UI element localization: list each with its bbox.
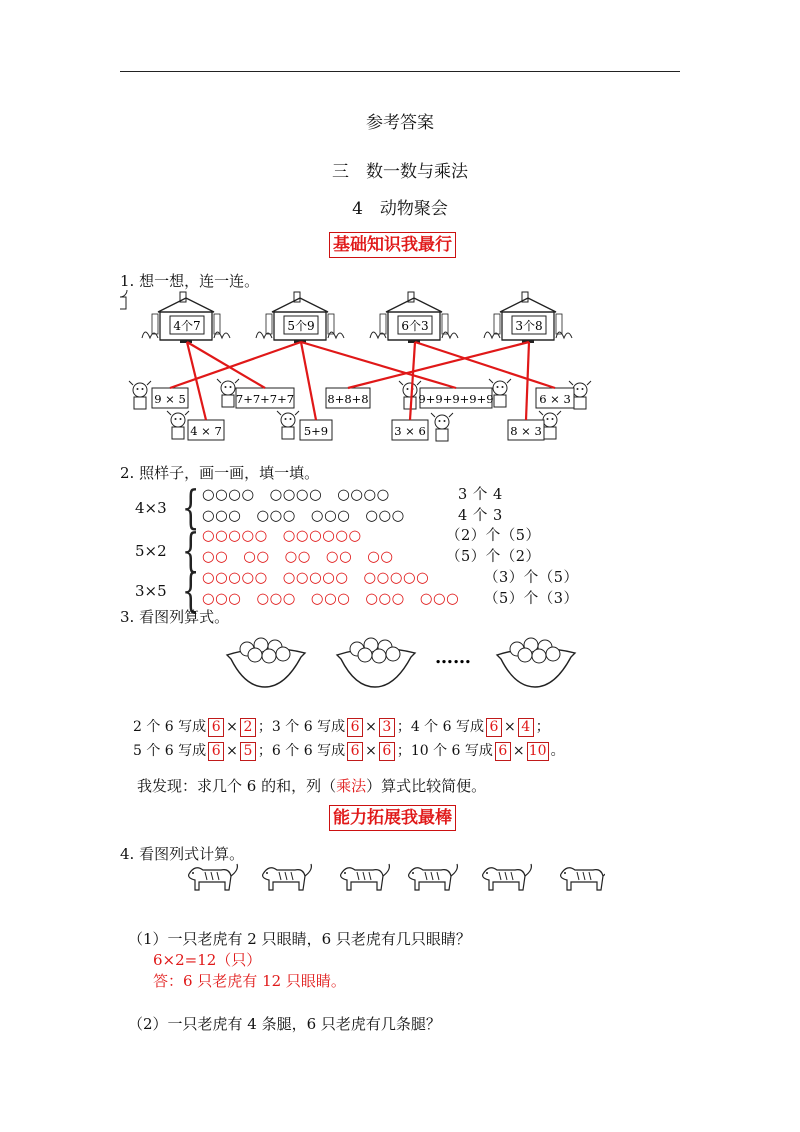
answer-box: 6 [208, 718, 224, 737]
brace: { [181, 563, 200, 617]
row-answer: （3）个（5） [484, 570, 579, 586]
eq-prefix: 2 个 6 写成 [133, 719, 207, 735]
chapter-title: 三 数一数与乘法 [332, 162, 468, 182]
q1-matching-diagram [120, 290, 600, 450]
card-bottom: 3 × 6 [394, 424, 426, 438]
eq-prefix: 10 个 6 写成 [410, 743, 493, 759]
circle-row: ○○○○○ ○○○○○ ○○○○○ [202, 570, 430, 586]
separator: ； [257, 743, 272, 759]
q1-title: 1. 想一想，连一连。 [120, 272, 260, 290]
discovery-answer: 乘法 [336, 777, 367, 795]
group-label: 5×2 [135, 542, 167, 560]
answer-box: 5 [240, 742, 256, 761]
separator: ； [257, 719, 272, 735]
q4-part1-calc: 6×2=12（只） [153, 951, 262, 969]
basket-icon [337, 638, 415, 687]
lesson-title: 4 动物聚会 [352, 199, 448, 219]
answer-box: 6 [347, 742, 363, 761]
answer-box: 6 [486, 718, 502, 737]
q4-title: 4. 看图列式计算。 [120, 845, 245, 863]
basket-icon [497, 638, 575, 687]
separator: ； [396, 743, 411, 759]
times-sign: × [503, 719, 516, 735]
times-sign: × [365, 743, 377, 759]
card-bottom: 4 × 7 [190, 424, 222, 438]
cow-icon [277, 411, 299, 439]
group-label: 3×5 [135, 582, 167, 600]
apple-baskets [225, 625, 585, 695]
times-sign: × [226, 719, 238, 735]
separator: ； [535, 719, 550, 735]
answer-box: 6 [495, 742, 511, 761]
row-answer: （5）个（2） [446, 549, 541, 565]
answer-box: 6 [379, 742, 395, 761]
top-rule [120, 71, 680, 72]
tiger-row [185, 860, 605, 900]
tiger-icon [409, 864, 458, 890]
discovery-sentence [137, 775, 486, 796]
cow-icon [120, 290, 131, 309]
circle-row: ○○○ ○○○ ○○○ ○○○ [202, 508, 405, 524]
cow-icon [167, 411, 189, 439]
brace: { [181, 523, 200, 577]
cow-icon [129, 381, 151, 409]
cow-icon [431, 413, 453, 441]
eq-prefix: 3 个 6 写成 [271, 719, 346, 735]
eq-prefix: 5 个 6 写成 [133, 743, 207, 759]
section-banner-advanced: 能力拓展我最棒 [329, 805, 456, 831]
answer-box: 6 [208, 742, 224, 761]
eq-prefix: 4 个 6 写成 [410, 719, 484, 735]
page-title: 参考答案 [366, 113, 434, 133]
card-top: 9+9+9+9+9 [418, 392, 494, 406]
circle-row: ○○○○○ ○○○○○○ [202, 528, 362, 544]
ellipsis: …… [435, 647, 471, 668]
card-top: 7+7+7+7 [235, 392, 295, 406]
house-label: 6个3 [401, 319, 429, 333]
separator: ； [396, 719, 411, 735]
answer-box: 6 [347, 718, 363, 737]
discovery-text: ）算式比较简便。 [366, 777, 487, 795]
discovery-text: 我发现：求几个 6 的和，列（ [137, 777, 337, 795]
house-label: 3个8 [515, 319, 543, 333]
card-bottom: 8 × 3 [510, 424, 542, 438]
house-label: 5个9 [287, 319, 315, 333]
times-sign: × [365, 719, 377, 735]
row-answer: 4 个 3 [458, 508, 503, 524]
row-answer: （2）个（5） [446, 528, 541, 544]
card-bottom: 5+9 [303, 424, 329, 438]
tiger-icon [341, 864, 390, 890]
card-top: 6 × 3 [539, 392, 571, 406]
equation-line-2 [133, 740, 565, 761]
house-label: 4个7 [173, 319, 201, 333]
tiger-icon [561, 864, 605, 890]
card-top: 9 × 5 [154, 392, 186, 406]
equation-line-1 [133, 716, 550, 737]
circle-row: ○○ ○○ ○○ ○○ ○○ [202, 549, 394, 565]
group-label: 4×3 [135, 499, 167, 517]
answer-box: 2 [240, 718, 256, 737]
q2-title: 2. 照样子，画一画，填一填。 [120, 464, 320, 482]
q3-title: 3. 看图列算式。 [120, 608, 230, 626]
times-sign: × [512, 743, 525, 759]
answer-box: 3 [379, 718, 395, 737]
card-top: 8+8+8 [327, 392, 369, 406]
circle-row: ○○○○ ○○○○ ○○○○ [202, 487, 390, 503]
circle-row: ○○○ ○○○ ○○○ ○○○ ○○○ [202, 591, 460, 607]
tiger-icon [483, 864, 532, 890]
section-banner-basic: 基础知识我最行 [329, 232, 456, 258]
separator: 。 [550, 743, 565, 759]
row-answer: （5）个（3） [484, 591, 579, 607]
q4-part1-answer: 答：6 只老虎有 12 只眼睛。 [153, 972, 346, 990]
answer-box: 10 [527, 742, 549, 761]
tiger-icon [263, 864, 312, 890]
answer-box: 4 [518, 718, 534, 737]
eq-prefix: 6 个 6 写成 [271, 743, 346, 759]
q4-part1: （1）一只老虎有 2 只眼睛，6 只老虎有几只眼睛？ [128, 930, 471, 948]
row-answer: 3 个 4 [458, 487, 503, 503]
times-sign: × [226, 743, 238, 759]
brace: { [181, 480, 200, 534]
q4-part2: （2）一只老虎有 4 条腿，6 只老虎有几条腿？ [128, 1015, 441, 1033]
